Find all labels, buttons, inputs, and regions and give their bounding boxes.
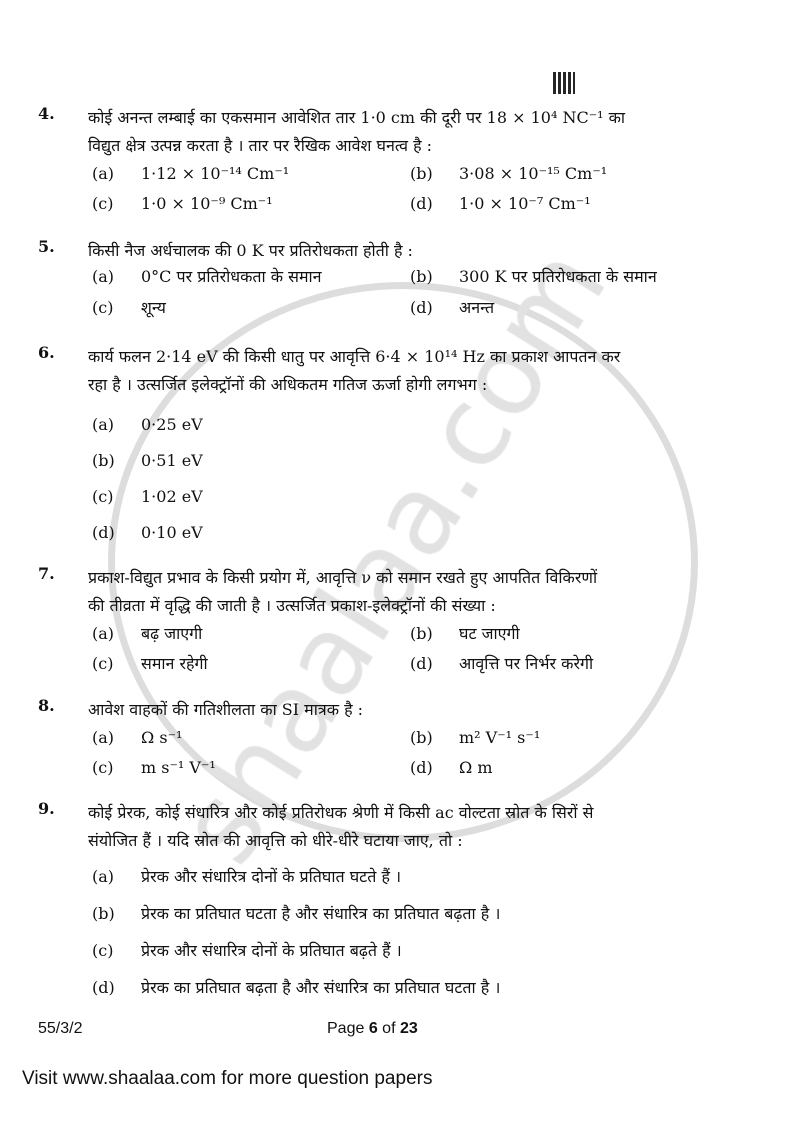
option [88, 487, 728, 507]
option [88, 978, 728, 998]
option [88, 451, 728, 471]
option [88, 904, 728, 924]
question [0, 237, 728, 318]
option-text: प्रेरक का प्रतिघात घटता है और संधारित्र का प्रतिघात बढ़ता है । [141, 904, 501, 923]
option-label: (b) [410, 728, 433, 747]
option-text: अनन्त [459, 298, 495, 317]
option-text: 1·0 × 10⁻⁹ Cm⁻¹ [141, 194, 273, 213]
option-label: (b) [92, 451, 115, 470]
option-text: 1·12 × 10⁻¹⁴ Cm⁻¹ [141, 164, 290, 183]
question-text: संयोजित हैं । यदि स्रोत की आवृत्ति को धीरे-धीरे घटाया जाए, तो : [88, 831, 463, 850]
question [0, 564, 728, 674]
option-label: (d) [410, 194, 433, 213]
option-label: (d) [92, 978, 115, 997]
option [88, 298, 406, 318]
options [88, 728, 728, 778]
option [406, 728, 728, 748]
option-text: बढ़ जाएगी [141, 624, 203, 643]
option-label: (a) [92, 164, 115, 183]
qr-code-icon [553, 72, 575, 94]
question-text: की तीव्रता में वृद्धि की जाती है । उत्सर्जित प्रकाश-इलेक्ट्रॉनों की संख्या : [88, 596, 496, 615]
option-label: (a) [92, 867, 115, 886]
option-text: प्रेरक का प्रतिघात बढ़ता है और संधारित्र का प्रतिघात घटता है । [141, 978, 501, 997]
option-label: (b) [92, 904, 115, 923]
question-text: प्रकाश-विद्युत प्रभाव के किसी प्रयोग में, आवृत्ति ν को समान रखते हुए आपतित विकिरणों [88, 568, 598, 587]
option-label: (b) [410, 624, 433, 643]
option-text: Ω s⁻¹ [141, 728, 183, 747]
question [0, 696, 728, 778]
page-total: 23 [399, 1020, 418, 1037]
question-text: कोई अनन्त लम्बाई का एकसमान आवेशित तार 1·0 cm की दूरी पर 18 × 10⁴ NC⁻¹ का [88, 108, 626, 127]
option [88, 523, 728, 543]
question-text: विद्युत क्षेत्र उत्पन्न करता है । तार पर रैखिक आवेश घनत्व है : [88, 136, 433, 155]
question-text: आवेश वाहकों की गतिशीलता का SI मात्रक है : [88, 700, 364, 719]
option-text: आवृत्ति पर निर्भर करेगी [459, 654, 594, 673]
option-text: प्रेरक और संधारित्र दोनों के प्रतिघात घटते हैं । [141, 867, 402, 886]
options [88, 164, 728, 214]
question-text: रहा है । उत्सर्जित इलेक्ट्रॉनों की अधिकतम गतिज ऊर्जा होगी लगभग : [88, 375, 488, 394]
option-text: घट जाएगी [459, 624, 520, 643]
page-footer [0, 1019, 800, 1039]
option [88, 867, 728, 887]
visit-link[interactable]: Visit www.shaalaa.com for more question papers [22, 1068, 433, 1089]
option-text: शून्य [141, 298, 166, 317]
question [0, 104, 728, 214]
option [406, 654, 728, 674]
options [88, 415, 728, 543]
question-number: 8. [38, 696, 55, 715]
question [0, 799, 728, 998]
question-number: 5. [38, 237, 55, 256]
option-text: 1·0 × 10⁻⁷ Cm⁻¹ [459, 194, 591, 213]
option [406, 758, 728, 778]
option-text: Ω m [459, 758, 493, 777]
option-label: (b) [410, 267, 433, 286]
option-text: 0·25 eV [141, 415, 203, 434]
option-label: (c) [92, 298, 114, 317]
option [88, 758, 406, 778]
option [406, 298, 728, 318]
option-label: (d) [92, 523, 115, 542]
option-text: m² V⁻¹ s⁻¹ [459, 728, 541, 747]
question-text: कोई प्रेरक, कोई संधारित्र और कोई प्रतिरोधक श्रेणी में किसी ac वोल्टता स्रोत के सिरों से [88, 803, 594, 822]
option-label: (c) [92, 941, 114, 960]
option-label: (b) [410, 164, 433, 183]
option-label: (c) [92, 654, 114, 673]
options [88, 624, 728, 674]
questions-area [0, 104, 800, 1090]
question-number: 9. [38, 799, 55, 818]
option-text: प्रेरक और संधारित्र दोनों के प्रतिघात बढ़ते हैं । [141, 941, 402, 960]
option [88, 164, 406, 184]
page-prefix: Page [327, 1020, 369, 1037]
option-label: (d) [410, 758, 433, 777]
page-indicator [327, 1019, 418, 1039]
option-text: 1·02 eV [141, 487, 203, 506]
option [88, 654, 406, 674]
option-label: (c) [92, 487, 114, 506]
question-number: 4. [38, 104, 55, 123]
option-text: 300 K पर प्रतिरोधकता के समान [459, 267, 657, 286]
question-text: कार्य फलन 2·14 eV की किसी धातु पर आवृत्ति 6·4 × 10¹⁴ Hz का प्रकाश आपतन कर [88, 347, 621, 366]
option [88, 941, 728, 961]
option [406, 194, 728, 214]
option-text: समान रहेगी [141, 654, 208, 673]
option [88, 267, 406, 287]
option-label: (a) [92, 415, 115, 434]
option-label: (c) [92, 758, 114, 777]
option-label: (c) [92, 194, 114, 213]
page-number: 6 [368, 1020, 378, 1037]
option [88, 624, 406, 644]
question-text: किसी नैज अर्धचालक की 0 K पर प्रतिरोधकता होती है : [88, 241, 413, 260]
question [0, 343, 728, 543]
option [406, 267, 728, 287]
question-number: 7. [38, 564, 55, 583]
option-text: 0°C पर प्रतिरोधकता के समान [141, 267, 322, 286]
question-number: 6. [38, 343, 55, 362]
option-text: 3·08 × 10⁻¹⁵ Cm⁻¹ [459, 164, 608, 183]
page-of: of [377, 1020, 400, 1037]
option-text: 0·10 eV [141, 523, 203, 542]
option [88, 728, 406, 748]
option-label: (a) [92, 728, 115, 747]
option [406, 624, 728, 644]
option-text: m s⁻¹ V⁻¹ [141, 758, 216, 777]
paper-code: 55/3/2 [38, 1020, 83, 1037]
options [88, 867, 728, 998]
option [406, 164, 728, 184]
option-label: (a) [92, 624, 115, 643]
option-text: 0·51 eV [141, 451, 203, 470]
option [88, 194, 406, 214]
option-label: (a) [92, 267, 115, 286]
options [88, 267, 728, 318]
option-label: (d) [410, 298, 433, 317]
option [88, 415, 728, 435]
option-label: (d) [410, 654, 433, 673]
